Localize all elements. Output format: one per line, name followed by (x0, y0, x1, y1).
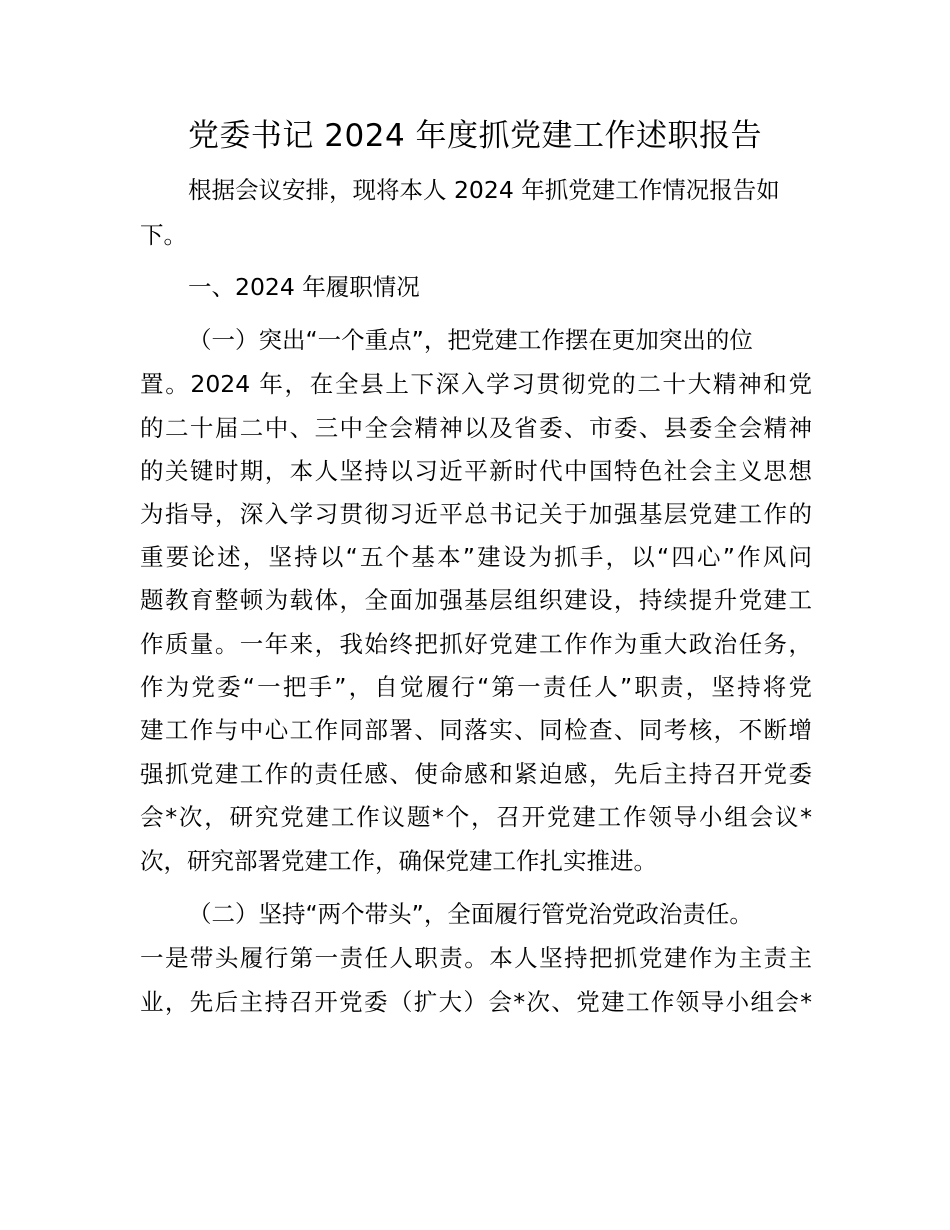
section-heading: 一、2024 年履职情况 (188, 273, 420, 301)
paragraph-line: （一）突出“一个重点”，把党建工作摆在更加突出的位 (188, 326, 753, 354)
paragraph-line: 的二十届二中、三中全会精神以及省委、市委、县委全会精神 (140, 414, 812, 442)
paragraph-line: 题教育整顿为载体，全面加强基层组织建设，持续提升党建工 (140, 586, 812, 614)
paragraph-line: 根据会议安排，现将本人 2024 年抓党建工作情况报告如 (188, 176, 780, 204)
paragraph-line: 重要论述，坚持以“五个基本”建设为抓手，以“四心”作风问 (140, 543, 812, 571)
paragraph-line: 业，先后主持召开党委（扩大）会*次、党建工作领导小组会* (140, 988, 812, 1016)
paragraph-line: 会*次，研究党建工作议题*个，召开党建工作领导小组会议* (140, 803, 812, 831)
document-title: 党委书记 2024 年度抓党建工作述职报告 (187, 118, 763, 154)
paragraph-line: 强抓党建工作的责任感、使命感和紧迫感，先后主持召开党委 (140, 760, 812, 788)
paragraph-line: 下。 (140, 221, 187, 249)
paragraph-line: （二）坚持“两个带头”，全面履行管党治党政治责任。 (188, 900, 753, 928)
paragraph-line: 建工作与中心工作同部署、同落实、同检查、同考核，不断增 (140, 716, 812, 744)
paragraph-line: 作质量。一年来，我始终把抓好党建工作作为重大政治任务， (140, 630, 812, 658)
paragraph-line: 置。2024 年，在全县上下深入学习贯彻党的二十大精神和党 (140, 370, 812, 398)
paragraph-line: 作为党委“一把手”，自觉履行“第一责任人”职责，坚持将党 (140, 673, 812, 701)
paragraph-line: 次，研究部署党建工作，确保党建工作扎实推进。 (140, 847, 657, 875)
paragraph-line: 的关键时期，本人坚持以习近平新时代中国特色社会主义思想 (140, 457, 812, 485)
paragraph-line: 为指导，深入学习贯彻习近平总书记关于加强基层党建工作的 (140, 500, 812, 528)
paragraph-line: 一是带头履行第一责任人职责。本人坚持把抓党建作为主责主 (140, 944, 812, 972)
